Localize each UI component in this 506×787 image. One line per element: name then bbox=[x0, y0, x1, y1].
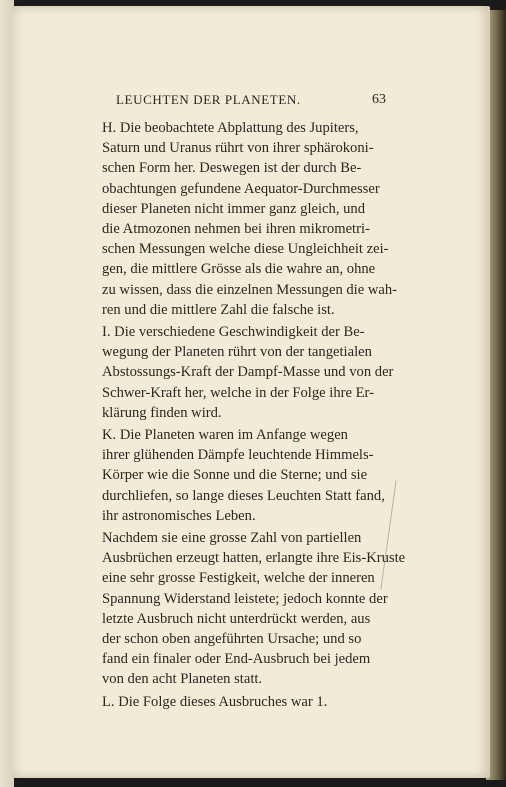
text-line: Körper wie die Sonne und die Sterne; und sie bbox=[102, 467, 368, 484]
text-line: von den acht Planeten statt. bbox=[102, 671, 263, 688]
text-line: ihrer glühenden Dämpfe leuchtende Himmels- bbox=[102, 447, 374, 464]
text-line: zu wissen, dass die einzelnen Messungen die wah- bbox=[102, 281, 398, 298]
text-line: fand ein finaler oder End-Ausbruch bei jedem bbox=[102, 651, 371, 668]
text-line: H. Die beobachtete Abplattung des Jupiters, bbox=[102, 120, 359, 136]
text-line: der schon oben angeführten Ursache; und so bbox=[102, 631, 362, 648]
text-line: ihr astronomisches Leben. bbox=[102, 507, 256, 524]
text-line: Abstossungs-Kraft der Dampf-Masse und von der bbox=[102, 364, 394, 381]
text-line: schen Messungen welche diese Ungleichheit zei- bbox=[102, 241, 389, 258]
paragraph-l bbox=[80, 692, 388, 712]
text-line: die Atmozonen nehmen bei ihren mikrometri- bbox=[102, 221, 370, 238]
running-title: LEUCHTEN DER PLANETEN. bbox=[116, 92, 301, 107]
text-line: L. Die Folge dieses Ausbruches war 1. bbox=[102, 693, 328, 710]
paragraph-h bbox=[80, 118, 398, 320]
text-line: K. Die Planeten waren im Anfange wegen bbox=[102, 427, 348, 444]
text-line: eine sehr grosse Festigkeit, welche der inneren bbox=[102, 570, 375, 587]
text-line: Ausbrüchen erzeugt hatten, erlangte ihre Eis-Kruste bbox=[102, 550, 406, 567]
text-line: Schwer-Kraft her, welche in der Folge ihre Er- bbox=[102, 384, 374, 401]
body-text bbox=[80, 118, 406, 714]
paragraph-nachdem bbox=[80, 528, 406, 690]
text-line: obachtungen gefundene Aequator-Durchmesser bbox=[102, 180, 380, 197]
text-line: klärung finden wird. bbox=[102, 404, 222, 421]
text-line: durchliefen, so lange dieses Leuchten Statt fand, bbox=[102, 487, 385, 504]
text-line: schen Form her. Deswegen ist der durch Be- bbox=[102, 160, 362, 177]
text-line: Saturn und Uranus rührt von ihrer sphärokoni- bbox=[102, 140, 374, 157]
text-line: Spannung Widerstand leistete; jedoch konnte der bbox=[102, 590, 388, 607]
text-line: Nachdem sie eine grosse Zahl von partiellen bbox=[102, 530, 362, 547]
paragraph-k bbox=[80, 425, 388, 526]
text-line: I. Die verschiedene Geschwindigkeit der Be- bbox=[102, 324, 365, 341]
text-line: dieser Planeten nicht immer ganz gleich, und bbox=[102, 200, 366, 217]
text-line: wegung der Planeten rührt von der tangetialen bbox=[102, 344, 372, 361]
text-line: gen, die mittlere Grösse als die wahre an, ohne bbox=[102, 261, 376, 278]
paragraph-i bbox=[80, 322, 394, 423]
text-line: letzte Ausbruch nicht unterdrückt werden, aus bbox=[102, 610, 371, 627]
text-line: ren und die mittlere Zahl die falsche ist. bbox=[102, 301, 335, 318]
page-number: 63 bbox=[372, 92, 386, 107]
